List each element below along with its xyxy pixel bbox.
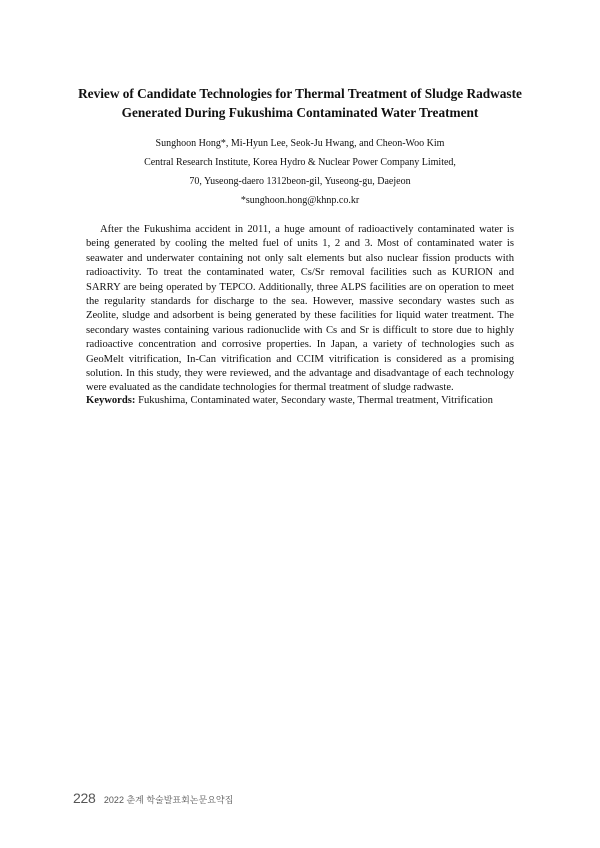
title-line-1: Review of Candidate Technologies for Thermal Treatment of Sludge Radwaste [78, 86, 522, 101]
abstract-text: After the Fukushima accident in 2011, a huge amount of radioactively contaminated water is being generated by cooling the melted fuel of units 1, 2 and 3. Most of contaminated water is seawater and underwater containing not only salt elements but also nuclear fission products with radioactivity. To treat the contaminated water, Cs/Sr removal facilities such as KURION and SARRY are being operated by TEPCO. Additionally, three ALPS facilities are on operation to meet the regularity standards for discharge to the sea. However, massive secondary wastes such as Zeolite, sludge and adsorbent is being generated by these facilities for liquid water treatment. The secondary wastes containing various radionuclide with Cs and Sr is difficult to store due to highly radioactive concentration and corrosive properties. In Japan, a variety of technologies such as GeoMelt vitrification, In-Can vitrification and CCIM vitrification is considered as a promising solution. In this study, they were reviewed, and the advantage and disadvantage of each technology were evaluated as the candidate technologies for thermal treatment of sludge radwaste. [86, 224, 514, 394]
conference-name: 2022 춘계 학술발표회논문요약집 [103, 795, 234, 805]
keywords [86, 394, 526, 408]
title-line-2: Generated During Fukushima Contaminated Water Treatment [121, 105, 479, 120]
page-footer [73, 790, 233, 808]
affiliation: Central Research Institute, Korea Hydro & Nuclear Power Company Limited, [144, 157, 456, 168]
paper-title [60, 84, 540, 122]
keywords-list: Fukushima, Contaminated water, Secondary waste, Thermal treatment, Vitrification [138, 395, 493, 406]
contact-email: *sunghoon.hong@khnp.co.kr [240, 195, 360, 206]
address: 70, Yuseong-daero 1312beon-gil, Yuseong-gu, Daejeon [189, 176, 411, 187]
keywords-label: Keywords: [86, 395, 136, 406]
author-list: Sunghoon Hong*, Mi-Hyun Lee, Seok-Ju Hwang, and Cheon-Woo Kim [155, 138, 445, 149]
page-number: 228 [73, 790, 96, 806]
